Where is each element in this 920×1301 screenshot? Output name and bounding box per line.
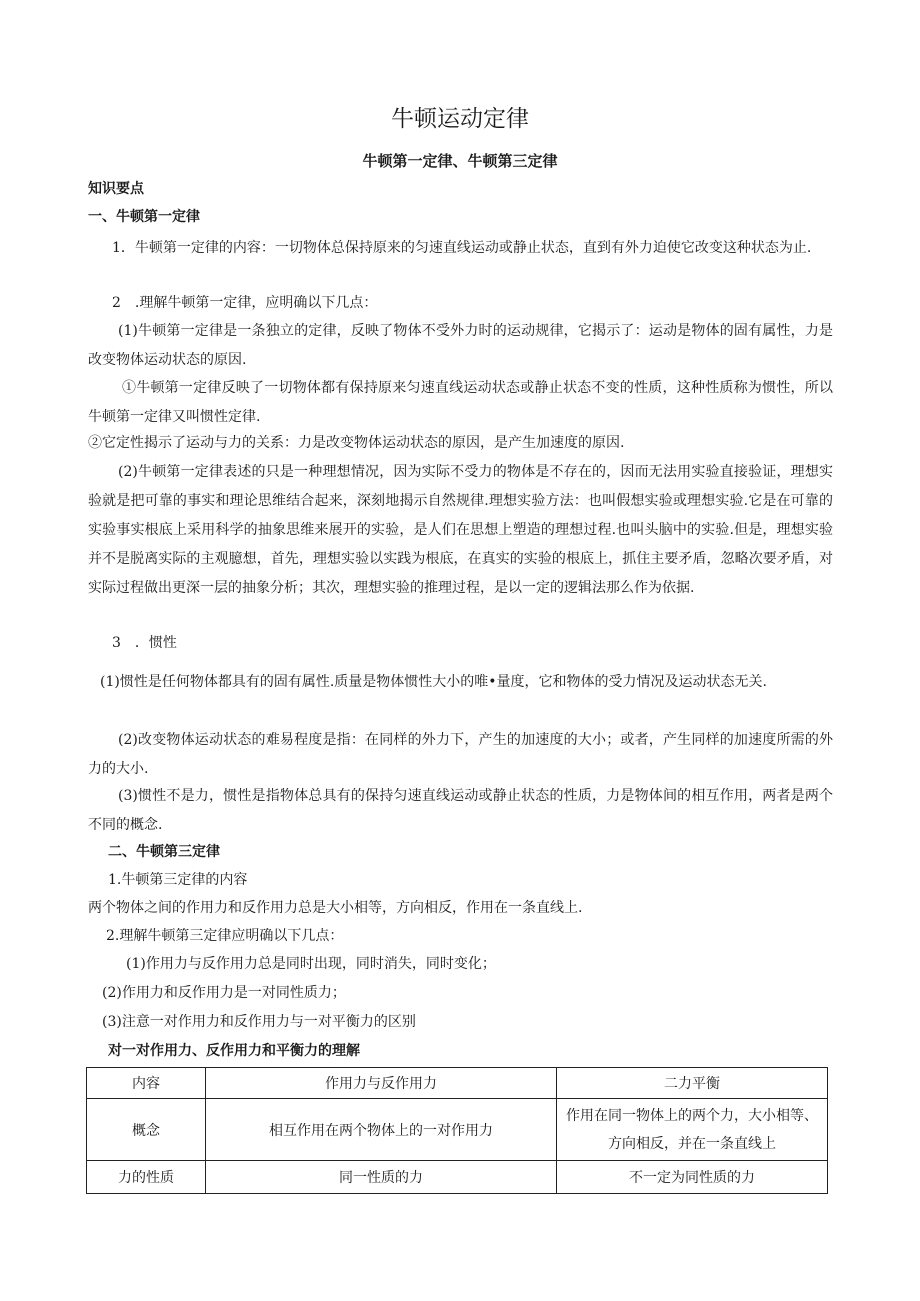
section1-heading: 一、牛顿第一定律 xyxy=(88,209,200,225)
sec1-paragraph-3: (1)牛顿第一定律是一条独立的定律，反映了物体不受外力时的运动规律，它揭示了：运动是物体的固有属性，力是改变物体运动状态的原因. xyxy=(88,323,833,368)
table-header-cell: 作用力与反作用力 xyxy=(206,1068,557,1099)
table-header-cell: 内容 xyxy=(87,1068,206,1099)
sec2-paragraph-6: (3)注意一对作用力和反作用力与一对平衡力的区别 xyxy=(102,1014,416,1030)
table-header-row xyxy=(87,1068,828,1099)
sec1-paragraph-5: ②它定性揭示了运动与力的关系：力是改变物体运动状态的原因，是产生加速度的原因. xyxy=(88,435,625,451)
table-row xyxy=(87,1099,828,1161)
table-cell: 不一定为同性质的力 xyxy=(557,1161,828,1194)
table-cell: 概念 xyxy=(87,1099,206,1161)
sec1-paragraph-9: (2)改变物体运动状态的难易程度是指：在同样的外力下，产生的加速度的大小；或者，产生同样的加速度所需的外力的大小. xyxy=(88,732,833,777)
comparison-table xyxy=(86,1067,828,1194)
sec1-paragraph-2: 2 .理解牛顿第一定律，应明确以下几点： xyxy=(112,295,378,311)
table-cell: 相互作用在两个物体上的一对作用力 xyxy=(206,1099,557,1161)
table-header-cell: 二力平衡 xyxy=(557,1068,828,1099)
sec1-paragraph-10: (3)惯性不是力，惯性是指物体总具有的保持匀速直线运动或静止状态的性质，力是物体间的相互作用，两者是两个不同的概念. xyxy=(88,788,833,833)
table-cell: 力的性质 xyxy=(87,1161,206,1194)
page-subtitle: 牛顿第一定律、牛顿第三定律 xyxy=(362,152,558,170)
sec1-paragraph-7: 3 ．惯性 xyxy=(112,635,177,651)
sec2-paragraph-2: 两个物体之间的作用力和反作用力总是大小相等，方向相反，作用在一条直线上. xyxy=(88,900,583,916)
section2-heading: 二、牛顿第三定律 xyxy=(108,844,220,860)
page-title: 牛顿运动定律 xyxy=(391,106,529,132)
table-row xyxy=(87,1161,828,1194)
table-title: 对一对作用力、反作用力和平衡力的理解 xyxy=(108,1043,360,1059)
sec2-paragraph-1: 1.牛顿第三定律的内容 xyxy=(108,872,248,888)
table-cell: 作用在同一物体上的两个力，大小相等、方向相反，并在一条直线上 xyxy=(557,1099,828,1161)
table-cell: 同一性质的力 xyxy=(206,1161,557,1194)
sec2-paragraph-5: (2)作用力和反作用力是一对同性质力； xyxy=(102,985,346,1001)
knowledge-heading: 知识要点 xyxy=(88,181,144,197)
sec1-paragraph-8: (1)惯性是任何物体都具有的固有属性.质量是物体惯性大小的唯•量度，它和物体的受力情况及运动状态无关. xyxy=(100,674,767,690)
sec1-paragraph-4: ①牛顿第一定律反映了一切物体都有保持原来匀速直线运动状态或静止状态不变的性质，这种性质称为惯性，所以牛顿第一定律又叫惯性定律. xyxy=(88,380,833,425)
sec1-paragraph-6: (2)牛顿第一定律表述的只是一种理想情况，因为实际不受力的物体是不存在的，因而无法用实验直接验证，理想实验就是把可靠的事实和理论思维结合起来，深刻地揭示自然规律.理想实验方法：也叫假想实验或理想实验.它是在可靠的实验事实根底上采用科学的抽象思维来展开的实验，是人们在思想上塑造的理想过程.也叫头脑中的实验.但是，理想实验并不是脱离实际的主观臆想，首先，理想实验以实践为根底，在真实的实验的根底上，抓住主要矛盾，忽略次要矛盾，对实际过程做出更深一层的抽象分析；其次，理想实验的推理过程，是以一定的逻辑法那么作为依据. xyxy=(88,464,833,596)
sec2-paragraph-3: 2.理解牛顿第三定律应明确以下几点： xyxy=(106,928,344,944)
sec2-paragraph-4: (1)作用力与反作用力总是同时出现，同时消失，同时变化； xyxy=(126,956,496,972)
sec1-paragraph-1: 1．牛顿第一定律的内容：一切物体总保持原来的匀速直线运动或静止状态，直到有外力迫使它改变这种状态为止. xyxy=(112,240,812,256)
